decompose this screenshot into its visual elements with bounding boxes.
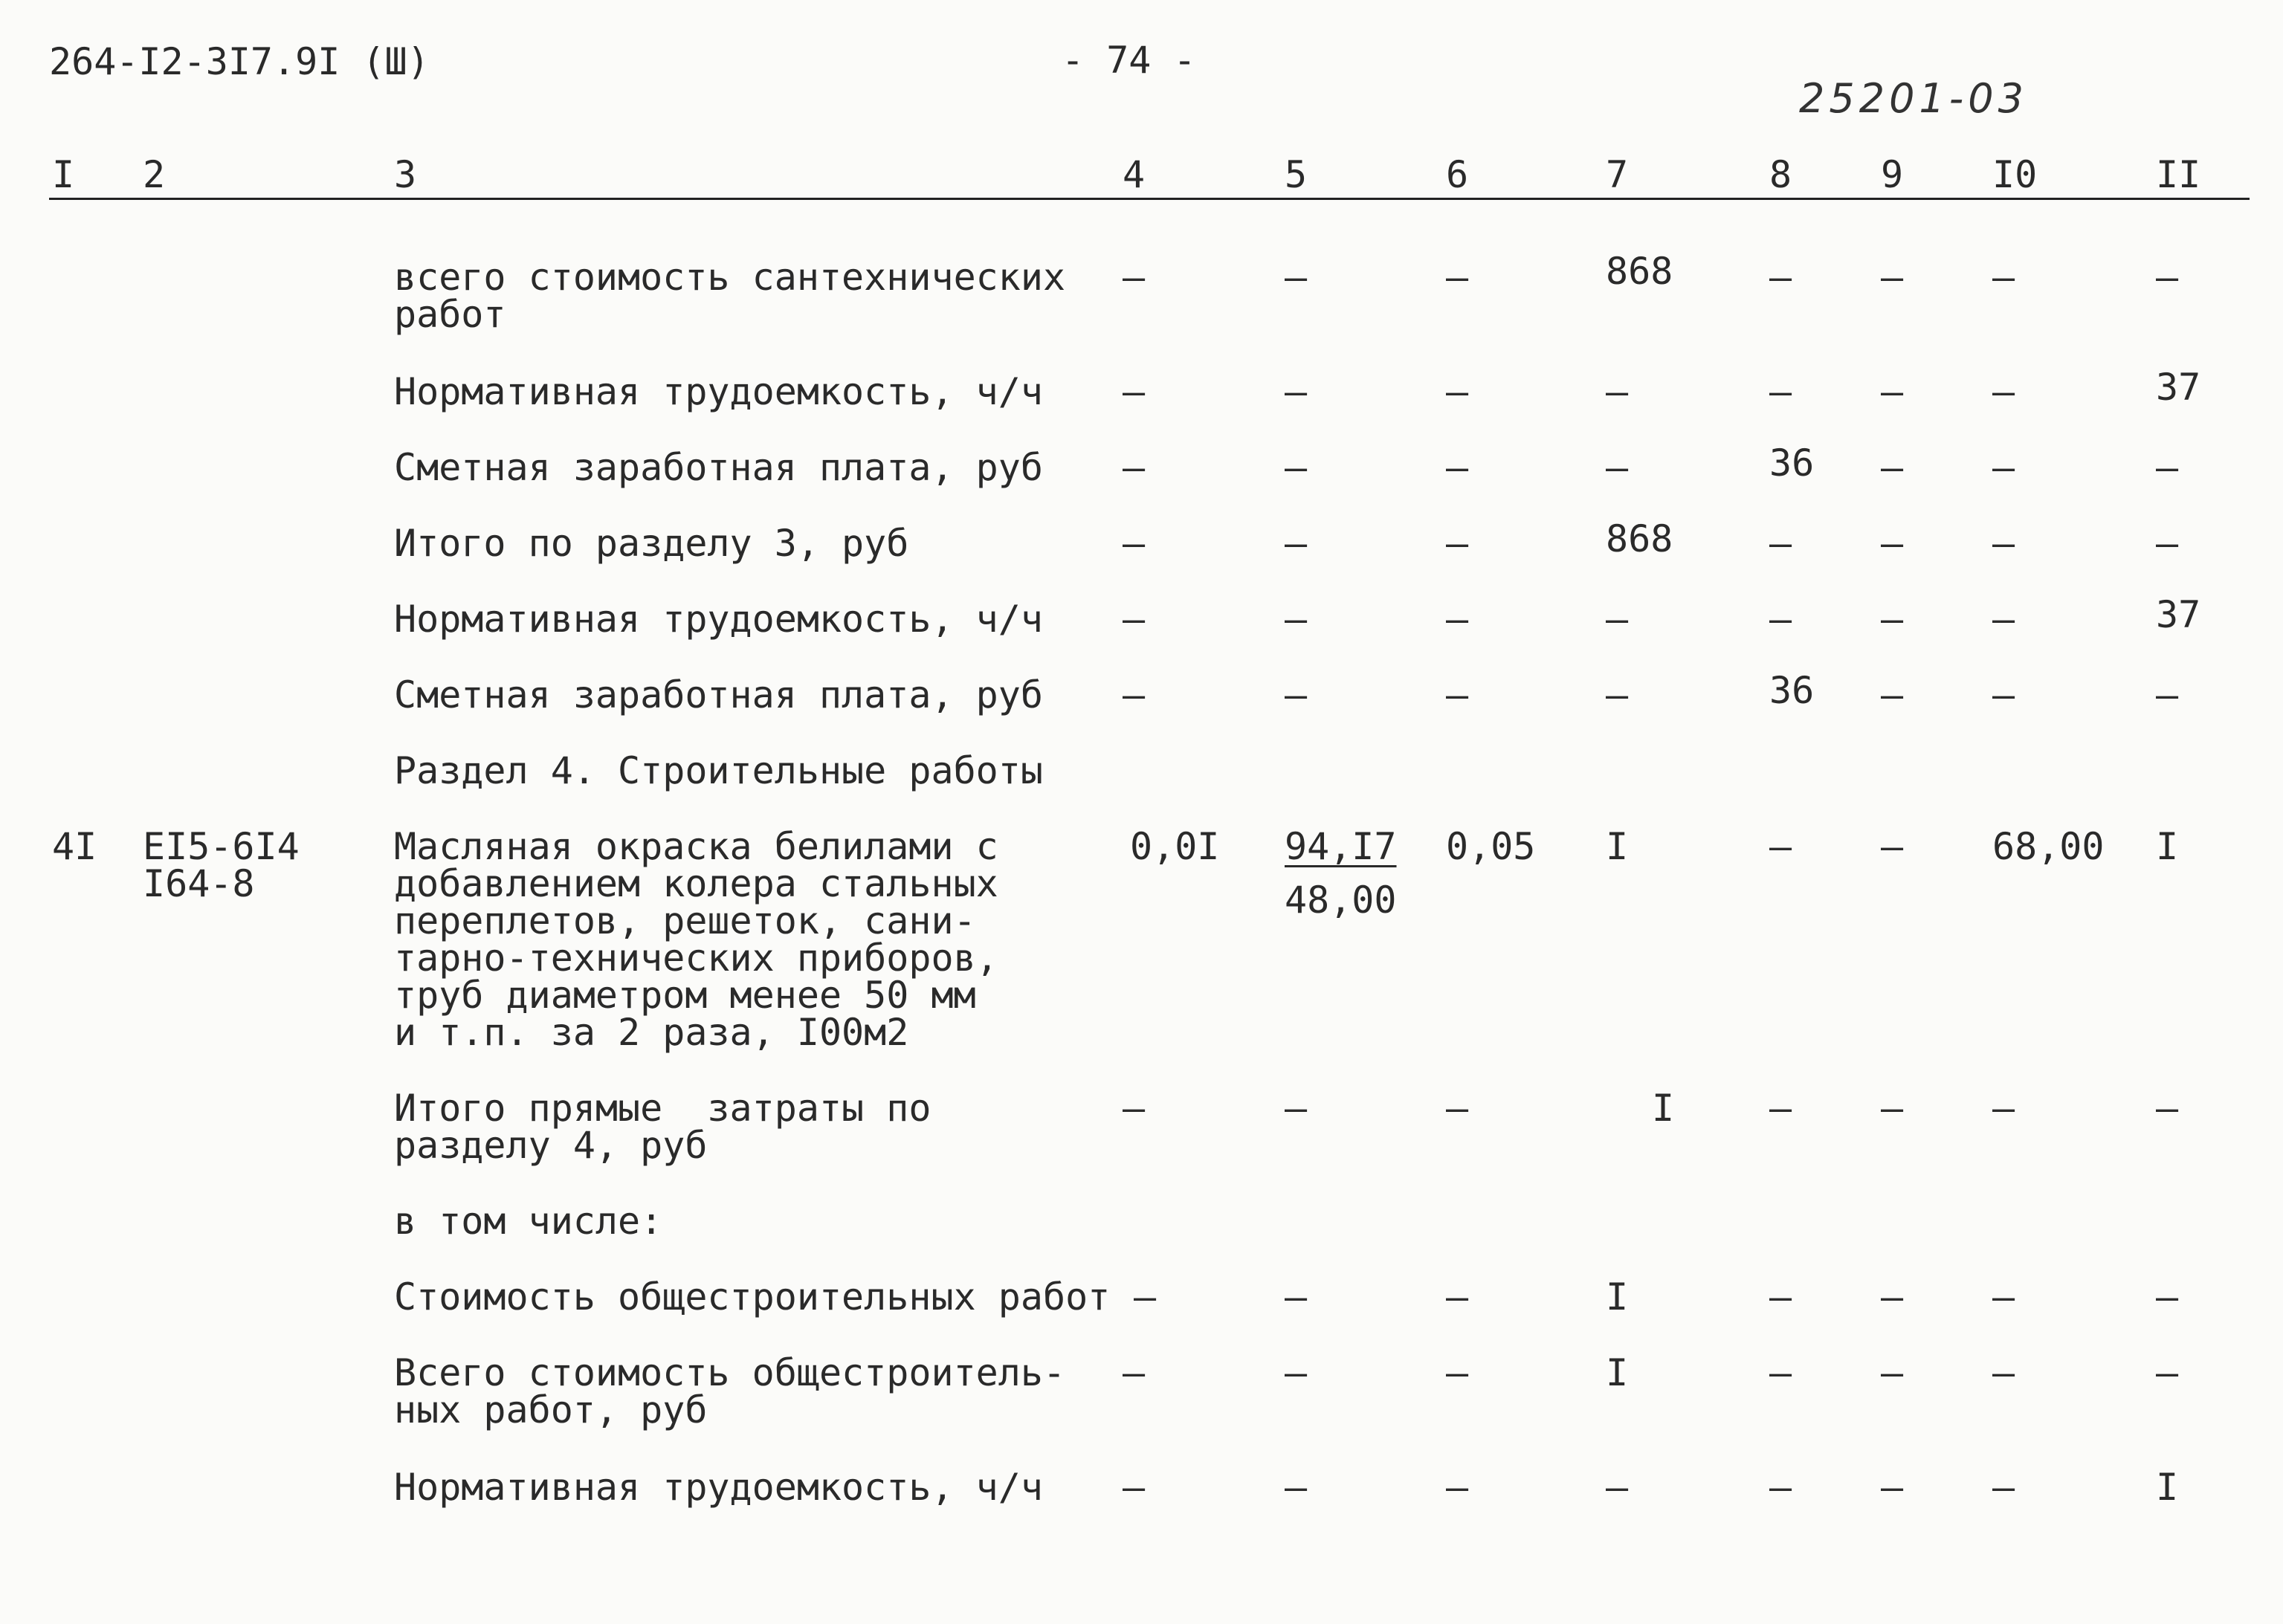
cell-col11: I [2156,825,2179,868]
column-number: 8 [1769,153,1792,196]
cell-col9: – [1881,1087,1904,1130]
cell-col6: – [1446,598,1469,641]
cell-col8: – [1769,1351,1792,1394]
cell-col11: – [2156,446,2179,489]
cell-col7: I [1606,1351,1629,1394]
column-number: 3 [394,153,417,196]
column-number: 5 [1285,153,1308,196]
cell-col7: – [1606,598,1629,641]
row-description: Нормативная трудоемкость, ч/ч [394,598,1043,641]
cell-col10: – [1992,446,2015,489]
row-description: Всего стоимость общестроитель- ных работ, руб [394,1351,1066,1431]
cell-col7: 868 [1606,517,1673,560]
row-number: 4I [52,825,97,868]
cell-col11: – [2156,673,2179,716]
row-description: Нормативная трудоемкость, ч/ч [394,370,1043,413]
cell-col8: – [1769,370,1792,413]
cell-col4: – [1123,1466,1146,1509]
cell-col7: I [1606,1275,1629,1319]
cell-col6: – [1446,673,1469,716]
cell-col9: – [1881,1351,1904,1394]
cell-col5: – [1285,673,1308,716]
row-description: Сметная заработная плата, руб [394,673,1043,716]
column-number: 2 [143,153,166,196]
cell-col7: – [1606,446,1629,489]
cell-col4: – [1134,1275,1157,1319]
cell-col7: – [1606,370,1629,413]
cell-col8: 36 [1769,441,1815,485]
page-number: - 74 - [1062,39,1196,82]
rate-code: EI5-6I4 I64-8 [143,825,300,905]
cell-col7: I [1652,1087,1675,1130]
cell-col6: – [1446,1466,1469,1509]
cell-col7: I [1606,825,1629,868]
cell-col8: – [1769,1087,1792,1130]
cell-col4: – [1123,446,1146,489]
cell-col6: – [1446,446,1469,489]
row-description: Стоимость общестроительных работ [394,1275,1111,1319]
subheading: в том числе: [394,1200,663,1243]
cell-col5: – [1285,1466,1308,1509]
cell-col10: – [1992,1087,2015,1130]
cell-col8: – [1769,1275,1792,1319]
cell-col6: – [1446,370,1469,413]
row-description: Итого по разделу 3, руб [394,522,909,565]
cell-col11: – [2156,1087,2179,1130]
section-heading: Раздел 4. Строительные работы [394,749,1043,792]
cell-col7: – [1606,673,1629,716]
cell-col11: 37 [2156,366,2201,409]
cell-col6: – [1446,522,1469,565]
column-number: II [2156,153,2201,196]
row-description: Масляная окраска белилами с добавлением колера стальных переплетов, решеток, сани- тарно-технических приборов, труб диаметром менее 50 мм и т.п. за 2 раза, I00м2 [394,825,998,1054]
header-rule [49,198,2250,200]
cell-col5: – [1285,1275,1308,1319]
column-number: I [52,153,75,196]
handwritten-document-number: 25201-03 [1799,75,2028,122]
column-number: 9 [1881,153,1904,196]
cell-col7: – [1606,1466,1629,1509]
cell-col11: I [2156,1466,2179,1509]
cell-col4: – [1123,522,1146,565]
cell-col8: – [1769,1466,1792,1509]
cell-col10: – [1992,370,2015,413]
cell-col5: – [1285,1087,1308,1130]
cell-col6: – [1446,256,1469,299]
cell-col5: – [1285,446,1308,489]
cell-col5: – [1285,1351,1308,1394]
cell-col5-top: 94,I7 [1285,825,1397,868]
cell-col8: – [1769,825,1792,868]
cell-col5: – [1285,522,1308,565]
cell-col11: – [2156,1275,2179,1319]
column-number: I0 [1992,153,2038,196]
cell-col11: 37 [2156,593,2201,636]
cell-col10: – [1992,673,2015,716]
cell-col7: 868 [1606,250,1673,293]
cell-col10: – [1992,598,2015,641]
cell-col9: – [1881,1466,1904,1509]
cell-col6: – [1446,1275,1469,1319]
document-code: 264-I2-3I7.9I (Ш) [49,40,430,83]
cell-col10: – [1992,1351,2015,1394]
cell-col9: – [1881,522,1904,565]
cell-col6: 0,05 [1446,825,1536,868]
cell-col10: – [1992,522,2015,565]
row-description: всего стоимость сантехнических работ [394,256,1066,336]
cell-col8: – [1769,256,1792,299]
cell-col4: – [1123,673,1146,716]
row-description: Нормативная трудоемкость, ч/ч [394,1466,1043,1509]
cell-col6: – [1446,1351,1469,1394]
cell-col9: – [1881,256,1904,299]
cell-col4: – [1123,598,1146,641]
cell-col9: – [1881,370,1904,413]
cell-col4: – [1123,370,1146,413]
cell-col5: – [1285,370,1308,413]
cell-col9: – [1881,446,1904,489]
cell-col5: – [1285,256,1308,299]
cell-col10: – [1992,256,2015,299]
cell-col6: – [1446,1087,1469,1130]
column-number: 4 [1123,153,1146,196]
cell-col4: – [1123,256,1146,299]
row-description: Итого прямые затраты по разделу 4, руб [394,1087,931,1167]
cell-col9: – [1881,673,1904,716]
cell-col9: – [1881,598,1904,641]
cell-col11: – [2156,1351,2179,1394]
cell-col5-bottom: 48,00 [1285,879,1397,922]
cell-col5: – [1285,598,1308,641]
column-number: 6 [1446,153,1469,196]
cell-col11: – [2156,522,2179,565]
cell-col10: – [1992,1466,2015,1509]
cell-col9: – [1881,825,1904,868]
cell-col4: – [1123,1087,1146,1130]
cell-col4: – [1123,1351,1146,1394]
cell-col11: – [2156,256,2179,299]
cell-col8: – [1769,522,1792,565]
column-number: 7 [1606,153,1629,196]
cell-col8: – [1769,598,1792,641]
cell-col10: 68,00 [1992,825,2105,868]
row-description: Сметная заработная плата, руб [394,446,1043,489]
cell-col10: – [1992,1275,2015,1319]
cell-col9: – [1881,1275,1904,1319]
cell-col4: 0,0I [1130,825,1220,868]
cell-col8: 36 [1769,669,1815,712]
